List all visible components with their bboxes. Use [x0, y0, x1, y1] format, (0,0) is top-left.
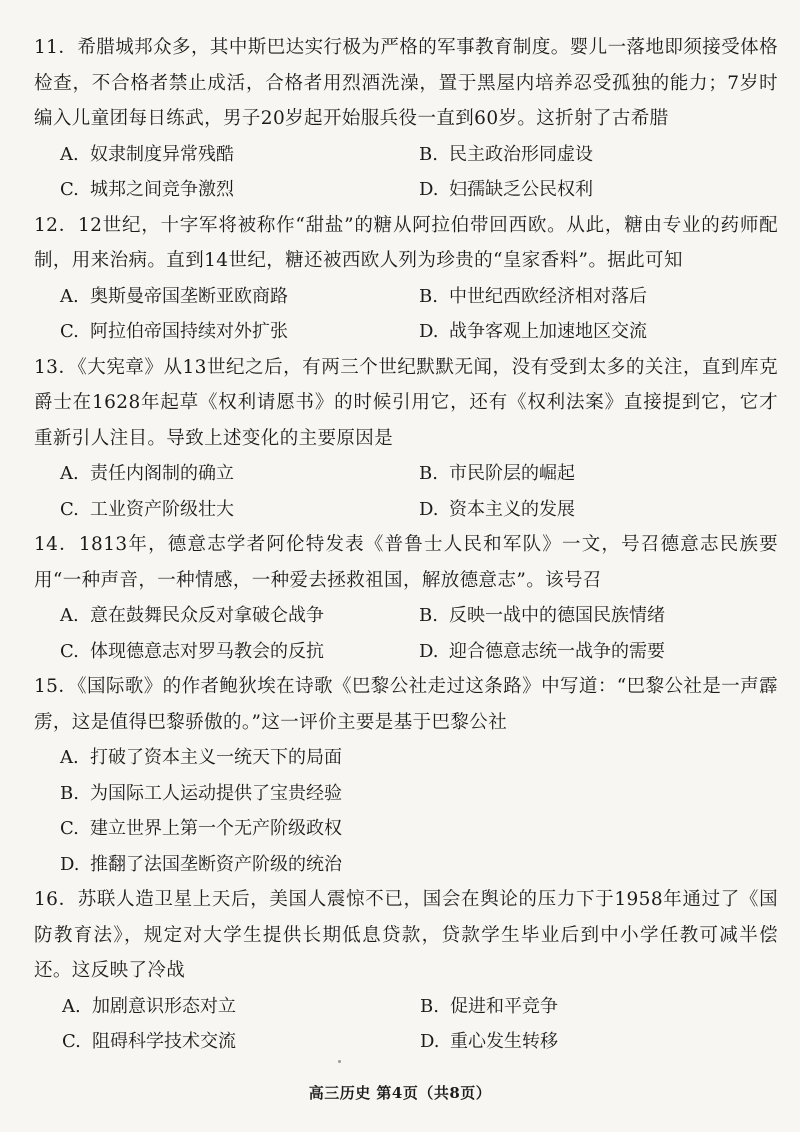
option-b[interactable]: B. 为国际工人运动提供了宝贵经验 — [60, 782, 342, 804]
question-stem: 13．《大宪章》从13世纪之后，有两三个世纪默默无闻，没有受到太多的关注，直到库克爵士在1628年起草《权利请愿书》的时候引用它，还有《权利法案》直接提到它，它才重新引人注目。导致上述变化的主要原因是 — [34, 356, 778, 449]
question-16 — [34, 882, 778, 1060]
page-footer: 高三历史 第4页（共8页） — [308, 1084, 492, 1102]
print-speck — [338, 1060, 341, 1063]
option-b[interactable]: B. 市民阶层的崛起 — [419, 463, 575, 484]
option-d[interactable]: D. 妇孺缺乏公民权利 — [419, 179, 593, 200]
option-b[interactable]: B. 促进和平竞争 — [420, 995, 558, 1017]
question-13 — [34, 350, 778, 528]
option-c[interactable]: C. 工业资产阶级壮大 — [60, 498, 234, 520]
option-d[interactable]: D. 迎合德意志统一战争的需要 — [419, 640, 665, 662]
option-d[interactable]: D. 推翻了法国垄断资产阶级的统治 — [60, 853, 342, 875]
option-a[interactable]: A. 奥斯曼帝国垄断亚欧商路 — [60, 285, 288, 307]
option-a[interactable]: A. 责任内阁制的确立 — [60, 463, 234, 484]
question-12 — [34, 208, 778, 350]
question-stem: 11．希腊城邦众多，其中斯巴达实行极为严格的军事教育制度。婴儿一落地即须接受体格检查，不合格者禁止成活，合格者用烈酒洗澡，置于黑屋内培养忍受孤独的能力；7岁时编入儿童团每日练武，男子20岁起开始服兵役一直到60岁。这折射了古希腊 — [34, 37, 778, 129]
question-stem: 15．《国际歌》的作者鲍狄埃在诗歌《巴黎公社走过这条路》中写道：“巴黎公社是一声霹雳，这是值得巴黎骄傲的。”这一评价主要是基于巴黎公社 — [34, 676, 778, 733]
option-a[interactable]: A. 打破了资本主义一统天下的局面 — [60, 747, 342, 768]
option-c[interactable]: C. 城邦之间竞争激烈 — [60, 179, 234, 200]
options — [34, 740, 778, 882]
option-a[interactable]: A. 意在鼓舞民众反对拿破仑战争 — [60, 605, 324, 626]
option-d[interactable]: D. 资本主义的发展 — [419, 498, 575, 520]
question-11 — [34, 30, 778, 208]
options — [34, 456, 778, 527]
option-a[interactable]: A. 加剧意识形态对立 — [62, 995, 236, 1017]
question-stem: 14．1813年，德意志学者阿伦特发表《普鲁士人民和军队》一文，号召德意志民族要用“一种声音，一种情感，一种爱去拯救祖国，解放德意志”。该号召 — [34, 534, 778, 591]
options — [34, 598, 778, 669]
option-c[interactable]: C. 阻碍科学技术交流 — [62, 1031, 236, 1052]
options — [34, 137, 778, 208]
option-b[interactable]: B. 中世纪西欧经济相对落后 — [419, 285, 647, 307]
options — [34, 279, 778, 350]
options — [34, 989, 778, 1060]
option-d[interactable]: D. 战争客观上加速地区交流 — [419, 321, 647, 342]
option-c[interactable]: C. 体现德意志对罗马教会的反抗 — [60, 640, 324, 662]
question-14 — [34, 527, 778, 669]
option-d[interactable]: D. 重心发生转移 — [420, 1031, 558, 1052]
option-b[interactable]: B. 反映一战中的德国民族情绪 — [419, 605, 665, 626]
question-stem: 12．12世纪，十字军将被称作“甜盐”的糖从阿拉伯带回西欧。从此，糖由专业的药师配制，用来治病。直到14世纪，糖还被西欧人列为珍贵的“皇家香料”。据此可知 — [34, 214, 778, 271]
option-c[interactable]: C. 建立世界上第一个无产阶级政权 — [60, 818, 342, 839]
question-stem: 16．苏联人造卫星上天后，美国人震惊不已，国会在舆论的压力下于1958年通过了《国防教育法》，规定对大学生提供长期低息贷款，贷款学生毕业后到中小学任教可减半偿还。这反映了冷战 — [34, 889, 778, 981]
option-c[interactable]: C. 阿拉伯帝国持续对外扩张 — [60, 321, 288, 342]
question-15 — [34, 669, 778, 882]
option-a[interactable]: A. 奴隶制度异常残酷 — [60, 143, 234, 165]
option-b[interactable]: B. 民主政治形同虚设 — [419, 143, 593, 165]
